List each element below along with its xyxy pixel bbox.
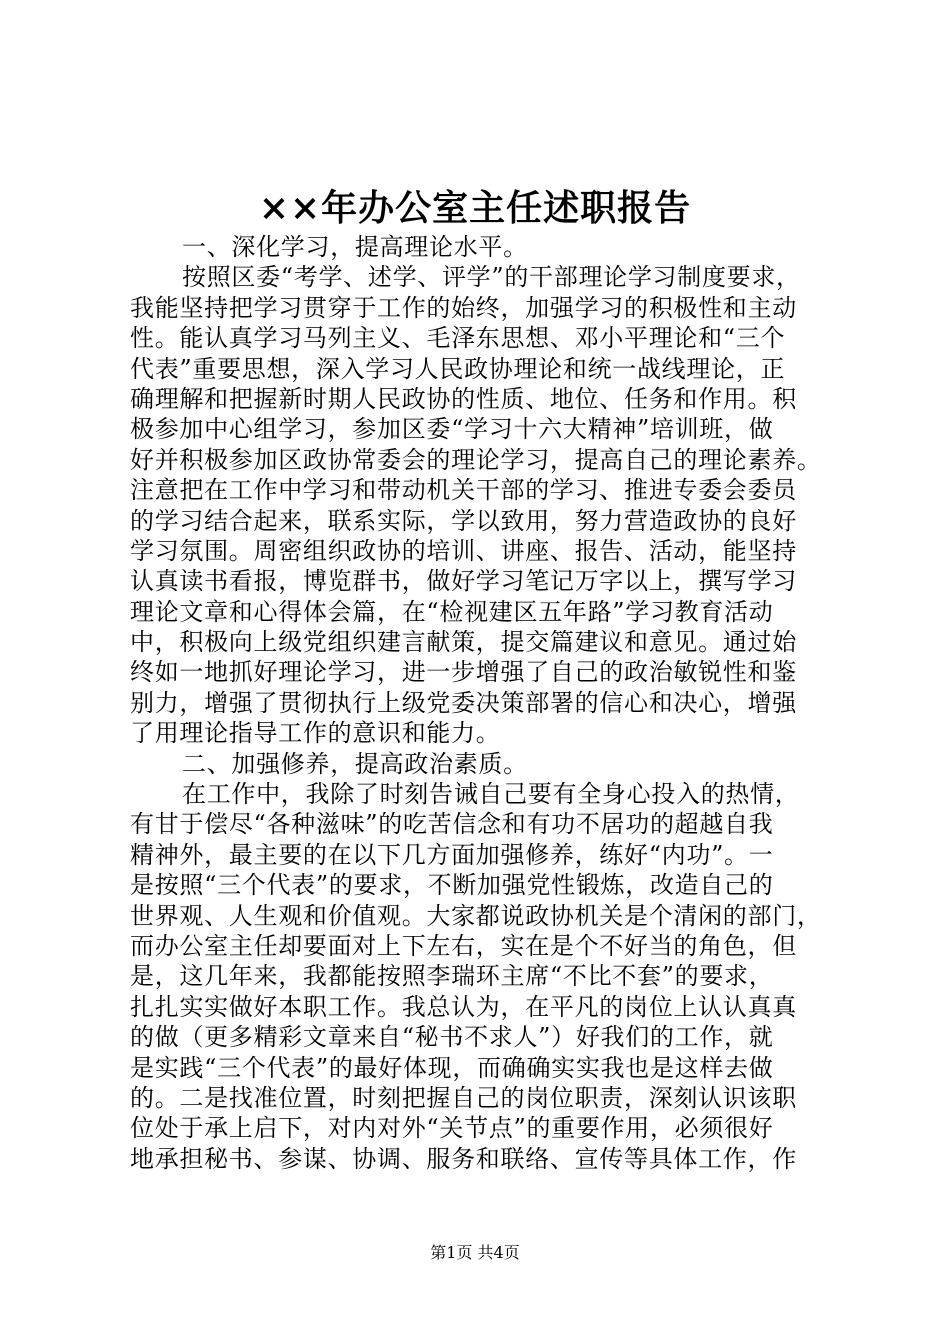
paragraph-line: 注意把在工作中学习和带动机关干部的学习、推进专委会委员 bbox=[130, 476, 797, 505]
paragraph-line: 代表”重要思想，深入学习人民政协理论和统一战线理论，正 bbox=[130, 354, 786, 383]
section-heading: 一、深化学习，提高理论水平。 bbox=[182, 233, 528, 261]
paragraph-line: 位处于承上启下，对内对外“关节点”的重要作用，必须很好 bbox=[130, 1114, 774, 1143]
paragraph-line: 好并积极参加区政协常委会的理论学习，提高自己的理论素养。 bbox=[130, 445, 822, 474]
paragraph-line: 精神外，最主要的在以下几方面加强修养，练好“内功”。一 bbox=[130, 840, 774, 869]
paragraph-line: 的做（更多精彩文章来自“秘书不求人”）好我们的工作，就 bbox=[130, 1023, 774, 1052]
paragraph-line: 扎扎实实做好本职工作。我总认为，在平凡的岗位上认认真真 bbox=[130, 992, 797, 1021]
paragraph-line: 我能坚持把学习贯穿于工作的始终，加强学习的积极性和主动 bbox=[130, 293, 797, 322]
paragraph-line: 认真读书看报，博览群书，做好学习笔记万字以上，撰写学习 bbox=[130, 567, 797, 596]
paragraph-line: 地承担秘书、参谋、协调、服务和联络、宣传等具体工作，作 bbox=[130, 1144, 797, 1173]
paragraph-line: 学习氛围。周密组织政协的培训、讲座、报告、活动，能坚持 bbox=[130, 536, 797, 565]
paragraph-line: 按照区委“考学、述学、评学”的干部理论学习制度要求， bbox=[182, 263, 801, 292]
paragraph-line: 别力，增强了贯彻执行上级党委决策部署的信心和决心，增强 bbox=[130, 688, 797, 717]
page-number-footer: 第1页 共4页 bbox=[430, 1243, 520, 1262]
paragraph-line: 了用理论指导工作的意识和能力。 bbox=[130, 719, 501, 748]
paragraph-line: 是，这几年来，我都能按照李瑞环主席“不比不套”的要求， bbox=[130, 962, 774, 991]
paragraph-line: 是实践“三个代表”的最好体现，而确确实实我也是这样去做 bbox=[130, 1053, 774, 1082]
paragraph-line: 的学习结合起来，联系实际，学以致用，努力营造政协的良好 bbox=[130, 506, 797, 535]
document-body bbox=[130, 232, 842, 1174]
paragraph-line: 理论文章和心得体会篇，在“检视建区五年路”学习教育活动 bbox=[130, 597, 774, 626]
paragraph-line: 有甘于偿尽“各种滋味”的吃苦信念和有功不居功的超越自我 bbox=[130, 810, 774, 839]
paragraph-line: 是按照“三个代表”的要求，不断加强党性锻炼，改造自己的 bbox=[130, 871, 774, 900]
paragraph-line: 在工作中，我除了时刻告诫自己要有全身心投入的热情， bbox=[182, 780, 800, 809]
paragraph-line: 而办公室主任却要面对上下左右，实在是个不好当的角色，但 bbox=[130, 931, 797, 960]
paragraph-line: 的。二是找准位置，时刻把握自己的岗位职责，深刻认识该职 bbox=[130, 1083, 797, 1112]
paragraph-line: 中，积极向上级党组织建言献策，提交篇建议和意见。通过始 bbox=[130, 628, 797, 657]
paragraph-line: 世界观、人生观和价值观。大家都说政协机关是个清闲的部门， bbox=[130, 901, 822, 930]
paragraph-line: 终如一地抓好理论学习，进一步增强了自己的政治敏锐性和鉴 bbox=[130, 658, 797, 687]
paragraph-line: 性。能认真学习马列主义、毛泽东思想、邓小平理论和“三个 bbox=[130, 324, 786, 353]
paragraph-line: 确理解和把握新时期人民政协的性质、地位、任务和作用。积 bbox=[130, 384, 797, 413]
paragraph-line: 极参加中心组学习，参加区委“学习十六大精神”培训班，做 bbox=[130, 415, 774, 444]
document-title: ××年办公室主任述职报告 bbox=[258, 187, 692, 229]
section-heading: 二、加强修养，提高政治素质。 bbox=[182, 749, 528, 778]
